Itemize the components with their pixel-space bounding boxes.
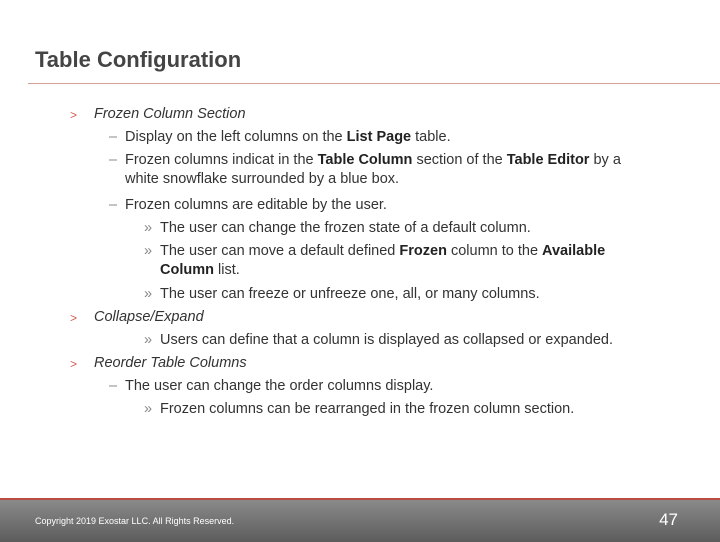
slide-title: Table Configuration — [35, 47, 242, 72]
bullet-marker: – — [109, 152, 118, 168]
bullet-marker: » — [144, 401, 153, 417]
bullet-marker: – — [109, 378, 118, 394]
copyright-text: Copyright 2019 Exostar LLC. All Rights Reserved. — [35, 516, 235, 526]
bullet-text: The user can freeze or unfreeze one, all, or many columns. — [160, 286, 540, 302]
bullet-frozen-column-section — [70, 105, 246, 124]
bullet-text: Frozen columns are editable by the user. — [125, 197, 387, 213]
bullet-text: Frozen Column Section — [94, 106, 246, 122]
bullet-text: Collapse/Expand — [94, 309, 204, 325]
bullet-text: Display on the left columns on the — [125, 129, 347, 145]
bullet-text: Frozen columns can be rearranged in the frozen column section. — [160, 401, 575, 417]
bullet-text-bold: Frozen — [399, 243, 447, 259]
bullet-text-bold: Available — [542, 243, 606, 259]
bullet-text: by a — [589, 152, 621, 168]
page-number: 47 — [659, 510, 678, 529]
bullet-marker: » — [144, 332, 153, 348]
bullet-marker: » — [144, 220, 153, 236]
bullet-move-frozen-column — [144, 242, 606, 280]
bullet-text: column to the — [446, 243, 543, 259]
footer-bar — [0, 498, 720, 542]
bullet-text: The user can move a default defined — [160, 243, 400, 259]
bullet-marker: > — [70, 108, 78, 122]
bullet-change-order — [109, 377, 434, 396]
bullet-text: Reorder Table Columns — [94, 355, 247, 371]
bullet-display-left — [109, 128, 451, 147]
bullet-text: Users can define that a column is displayed as collapsed or expanded. — [160, 332, 613, 348]
bullet-text: section of the — [412, 152, 507, 168]
bullet-reorder-columns — [70, 354, 247, 373]
bullet-text-bold: Column — [160, 262, 214, 278]
bullet-text: Frozen columns indicat in the — [125, 152, 318, 168]
bullet-text-bold: Table Editor — [506, 152, 590, 168]
bullet-text: list. — [213, 262, 240, 278]
bullet-marker: > — [70, 311, 78, 325]
bullet-text-line2: white snowflake surrounded by a blue box. — [125, 171, 400, 187]
bullet-marker: > — [70, 357, 78, 371]
bullet-marker: – — [109, 129, 118, 145]
bullet-marker: – — [109, 197, 118, 213]
bullet-rearranged — [144, 400, 575, 419]
bullet-collapse-expand — [70, 308, 204, 327]
bullet-text: The user can change the order columns display. — [125, 378, 434, 394]
bullet-text: table. — [411, 129, 451, 145]
bullet-frozen-indicated — [109, 151, 621, 189]
title-divider — [28, 83, 720, 84]
bullet-define-collapsed — [144, 331, 613, 350]
bullet-freeze-unfreeze — [144, 285, 540, 304]
bullet-text-bold: List Page — [346, 129, 412, 145]
bullet-marker: » — [144, 243, 153, 259]
bullet-text-bold: Table Column — [317, 152, 413, 168]
bullet-frozen-editable — [109, 196, 387, 215]
bullet-text: The user can change the frozen state of a default column. — [160, 220, 531, 236]
bullet-change-frozen-state — [144, 219, 531, 238]
bullet-marker: » — [144, 286, 153, 302]
